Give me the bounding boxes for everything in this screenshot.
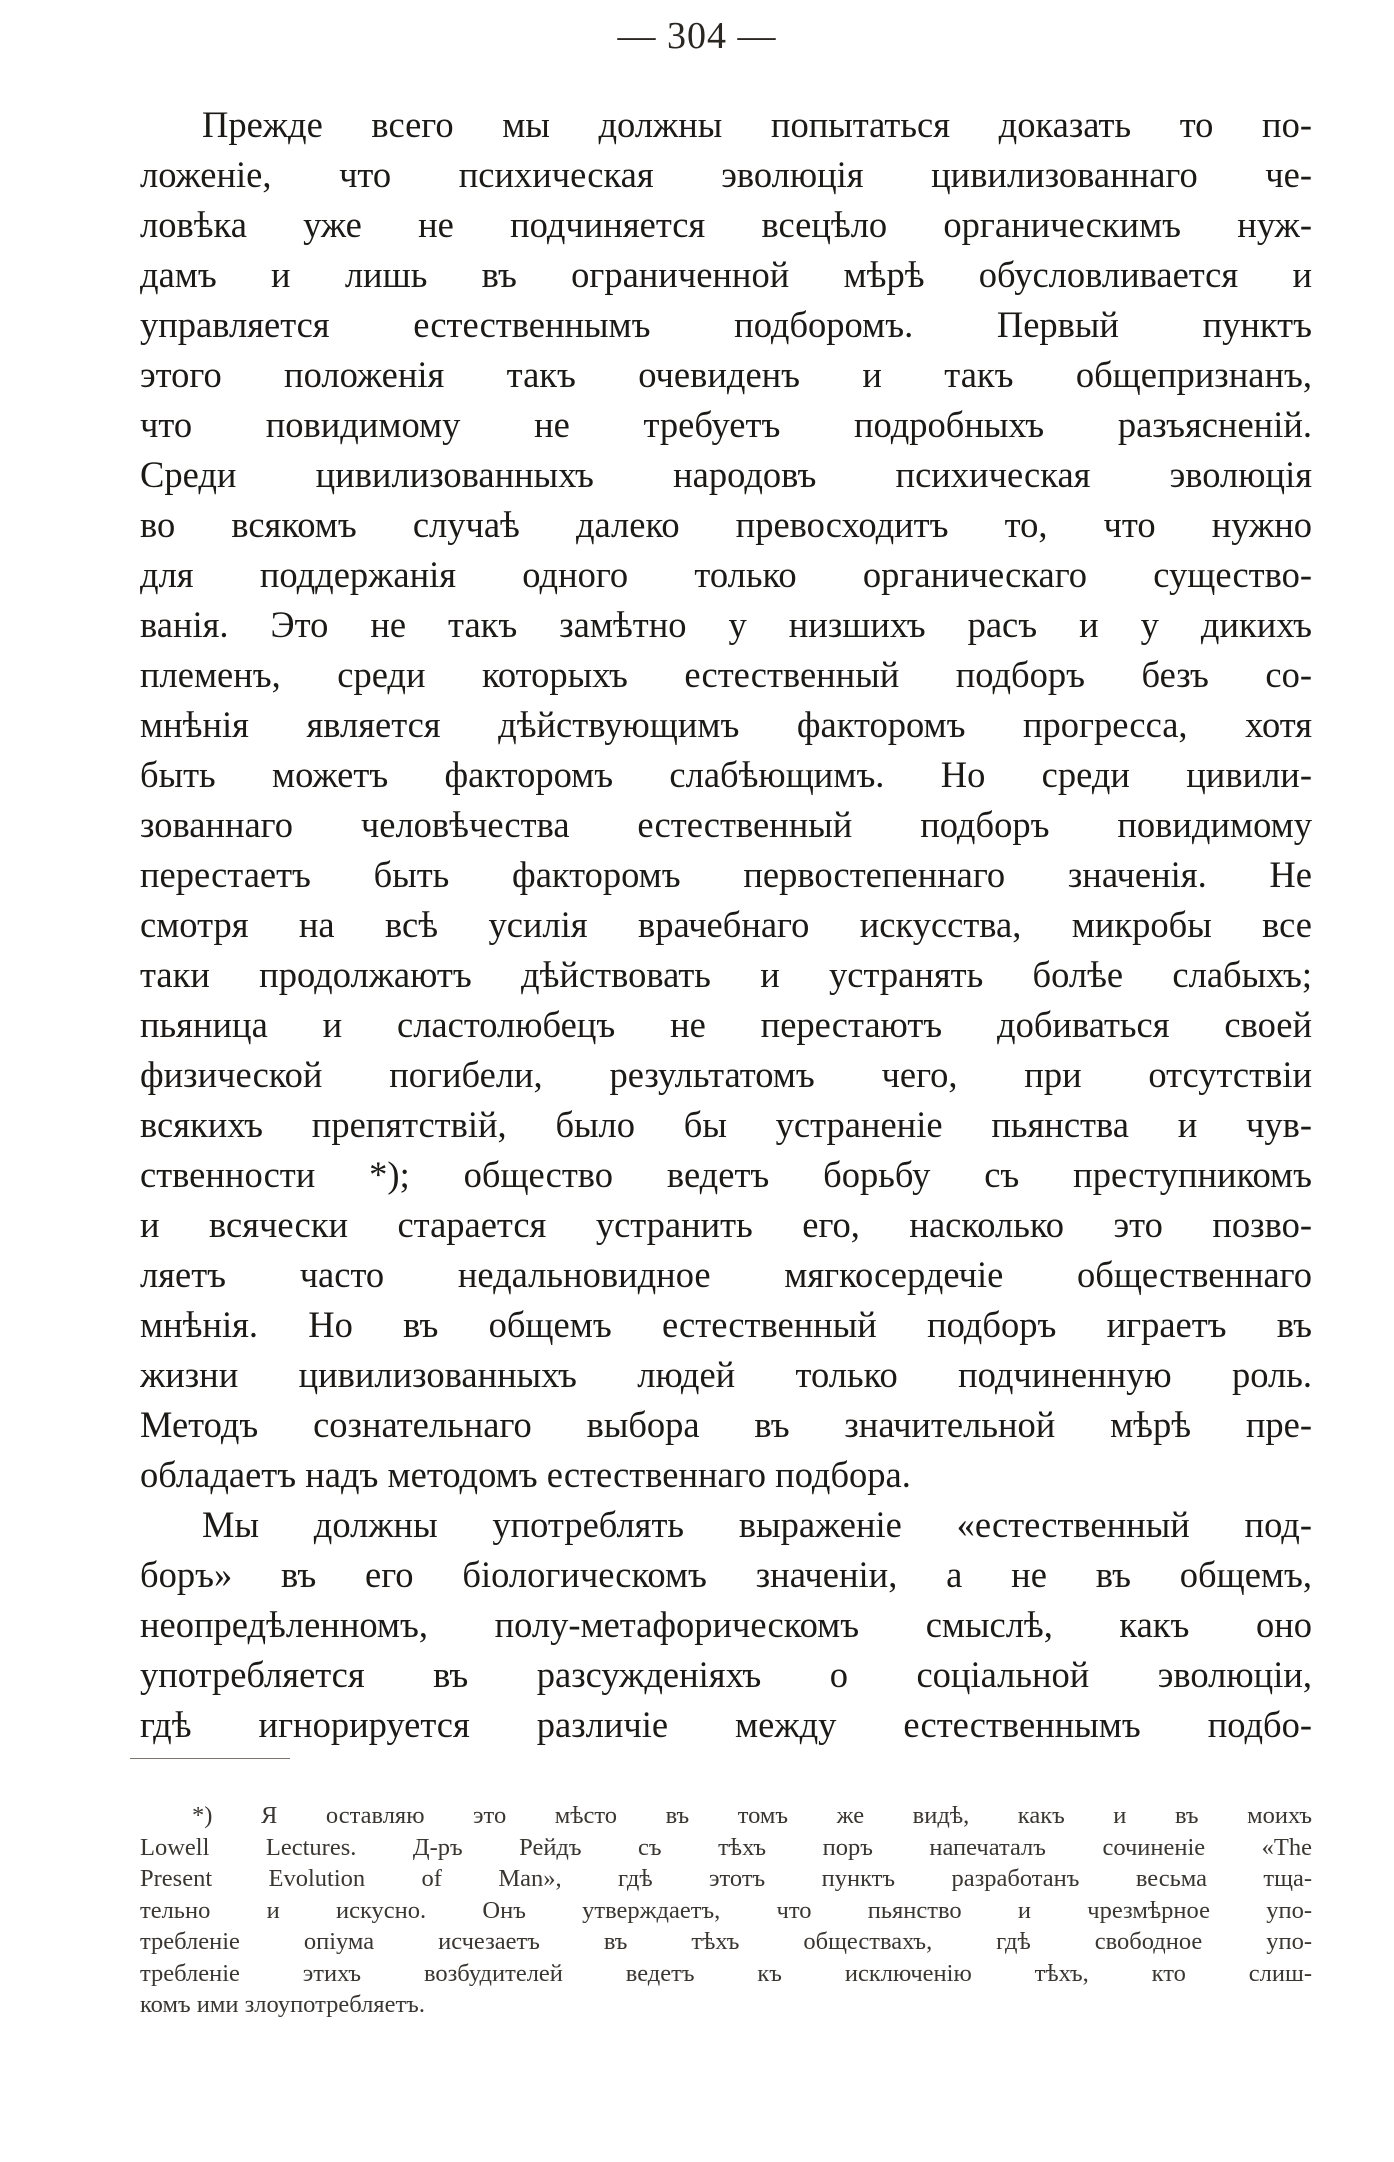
footnote-line: *) Я оставляю это мѣсто въ томъ же видѣ, какъ и въ моихъ: [192, 1802, 1312, 1829]
text-line: таки продолжаютъ дѣйствовать и устранять болѣе слабыхъ;: [140, 954, 1312, 995]
footnote-line: комъ ими злоупотребляетъ.: [140, 1991, 425, 2018]
text-line: дамъ и лишь въ ограниченной мѣрѣ обусловливается и: [140, 254, 1312, 295]
text-line: ванія. Это не такъ замѣтно у низшихъ расъ и у дикихъ: [140, 604, 1312, 645]
text-line: этого положенія такъ очевиденъ и такъ общепризнанъ,: [140, 354, 1312, 395]
text-line: боръ» въ его біологическомъ значеніи, а не въ общемъ,: [140, 1554, 1312, 1595]
main-text: [140, 100, 1312, 1750]
text-line: мнѣнія является дѣйствующимъ факторомъ прогресса, хотя: [140, 704, 1312, 745]
text-line: Мы должны употреблять выраженіе «естественный под-: [202, 1504, 1312, 1545]
text-line: употребляется въ разсужденіяхъ о соціальной эволюціи,: [140, 1654, 1312, 1695]
text-line: обладаетъ надъ методомъ естественнаго подбора.: [140, 1454, 911, 1495]
page-number: — 304 —: [617, 15, 777, 57]
text-line: для поддержанія одного только органическаго существо-: [140, 554, 1312, 595]
text-line: физической погибели, результатомъ чего, при отсутствіи: [140, 1054, 1312, 1095]
text-line: пьяница и сластолюбецъ не перестаютъ добиваться своей: [140, 1004, 1312, 1045]
text-line: всякихъ препятствій, было бы устраненіе пьянства и чув-: [140, 1104, 1312, 1145]
text-line: Прежде всего мы должны попытаться доказать то по-: [202, 104, 1312, 145]
footnote-divider: [130, 1758, 290, 1759]
footnote-line: требленіе опіума исчезаетъ въ тѣхъ обществахъ, гдѣ свободное упо-: [140, 1928, 1312, 1955]
text-line: гдѣ игнорируется различіе между естественнымъ подбо-: [140, 1704, 1312, 1745]
text-line: Среди цивилизованныхъ народовъ психическая эволюція: [140, 454, 1312, 495]
text-line: ственности *); общество ведетъ борьбу съ преступникомъ: [140, 1154, 1312, 1195]
text-line: смотря на всѣ усилія врачебнаго искусства, микробы все: [140, 904, 1312, 945]
text-line: что повидимому не требуетъ подробныхъ разъясненій.: [140, 404, 1312, 445]
text-line: Методъ сознательнаго выбора въ значительной мѣрѣ пре-: [140, 1404, 1312, 1445]
text-line: неопредѣленномъ, полу-метафорическомъ смыслѣ, какъ оно: [140, 1604, 1312, 1645]
footnote-line: Lowell Lectures. Д-ръ Рейдъ съ тѣхъ поръ напечаталъ сочиненіе «The: [140, 1833, 1312, 1861]
text-line: жизни цивилизованныхъ людей только подчиненную роль.: [140, 1354, 1312, 1395]
text-line: и всячески старается устранить его, насколько это позво-: [140, 1204, 1312, 1245]
text-line: племенъ, среди которыхъ естественный подборъ безъ со-: [140, 654, 1312, 695]
text-line: ложеніе, что психическая эволюція цивилизованнаго че-: [140, 154, 1312, 195]
text-line: зованнаго человѣчества естественный подборъ повидимому: [140, 804, 1312, 845]
text-line: управляется естественнымъ подборомъ. Первый пунктъ: [140, 304, 1312, 345]
text-line: ловѣка уже не подчиняется всецѣло органическимъ нуж-: [140, 204, 1312, 245]
text-line: мнѣнія. Но въ общемъ естественный подборъ играетъ въ: [140, 1304, 1312, 1345]
text-line: быть можетъ факторомъ слабѣющимъ. Но среди цивили-: [140, 754, 1312, 795]
text-line: перестаетъ быть факторомъ первостепеннаго значенія. Не: [140, 854, 1312, 895]
text-line: во всякомъ случаѣ далеко превосходитъ то, что нужно: [140, 504, 1312, 545]
footnote: [140, 1800, 1312, 2021]
footnote-line: тельно и искусно. Онъ утверждаетъ, что пьянство и чрезмѣрное упо-: [140, 1896, 1312, 1924]
text-line: ляетъ часто недальновидное мягкосердечіе общественнаго: [140, 1254, 1312, 1295]
footnote-line: требленіе этихъ возбудителей ведетъ къ исключенію тѣхъ, кто слиш-: [140, 1959, 1312, 1987]
footnote-line: Present Evolution of Man», гдѣ этотъ пунктъ разработанъ весьма тща-: [140, 1865, 1312, 1892]
